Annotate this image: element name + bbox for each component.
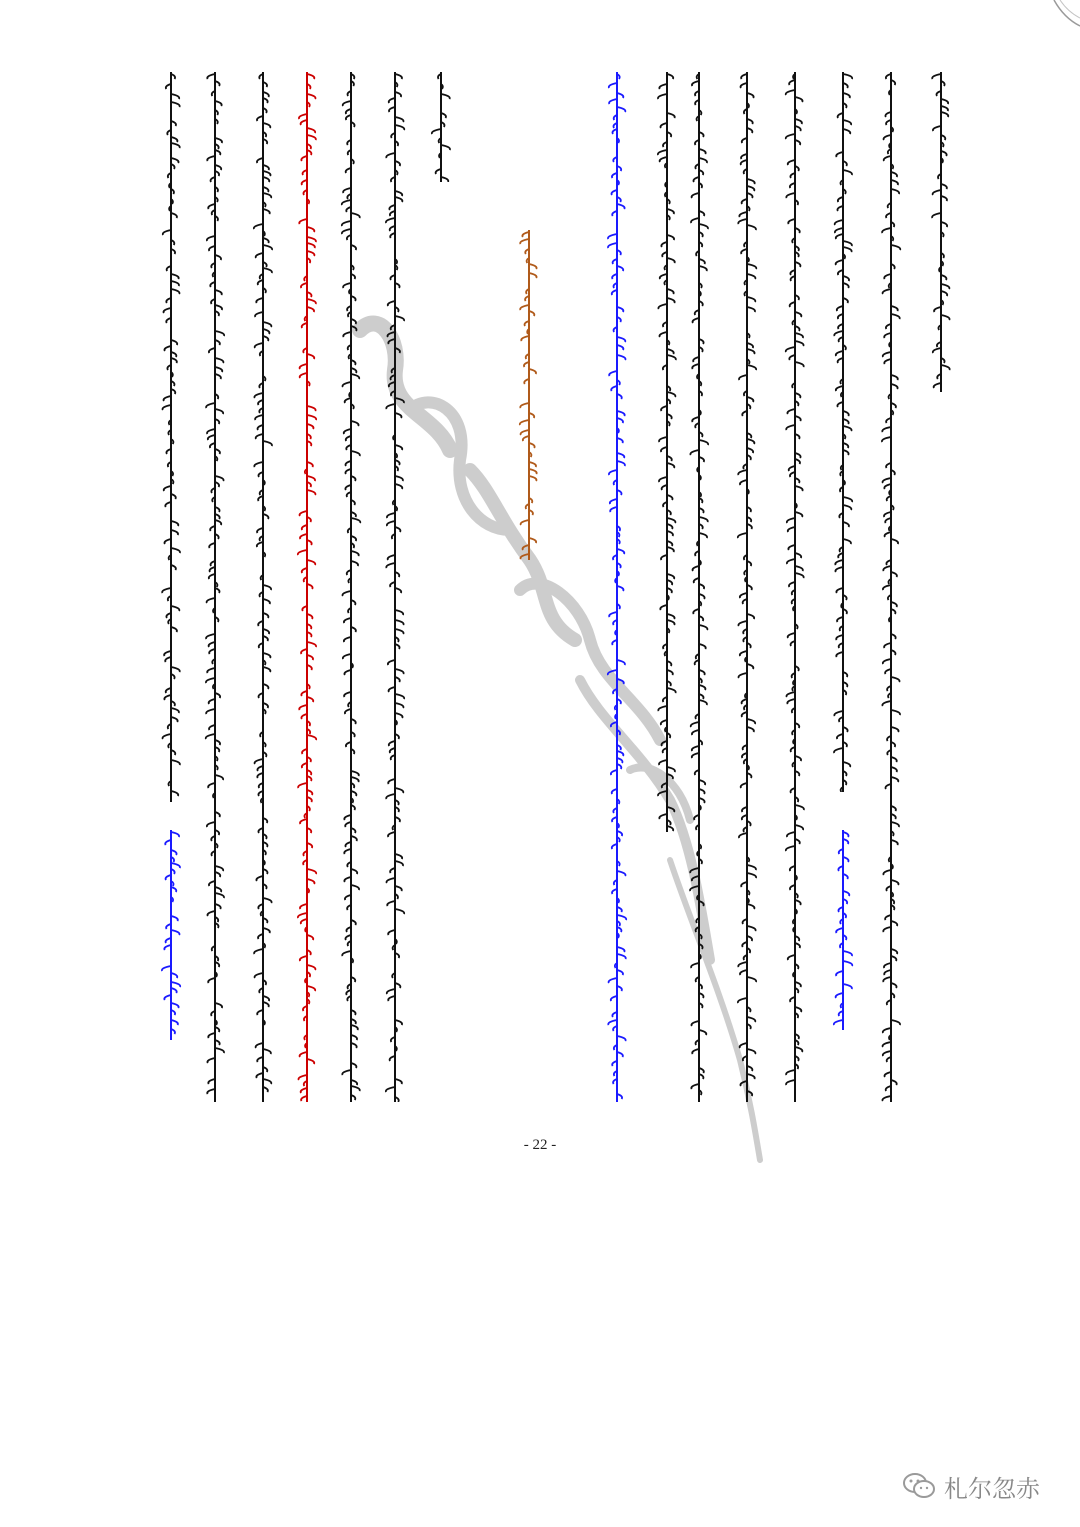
brand-name: 札尔忽赤	[944, 1474, 1040, 1503]
column-text	[296, 1102, 297, 1103]
column-text	[160, 1040, 161, 1041]
mongolian-text-column	[930, 72, 952, 392]
mongolian-text-column	[880, 72, 902, 1102]
mongolian-text-column	[340, 72, 362, 1102]
column-text	[204, 1102, 205, 1103]
page-corner-fold	[1040, 0, 1080, 40]
mongolian-text-column	[606, 72, 628, 1102]
mongolian-text-column	[160, 72, 182, 802]
column-text	[160, 802, 161, 803]
mongolian-text-column	[656, 72, 678, 832]
page-number: - 22 -	[523, 1137, 557, 1153]
mongolian-text-column	[832, 830, 854, 1030]
mongolian-text-column	[160, 830, 182, 1040]
mongolian-text-column	[252, 72, 274, 1102]
mongolian-text-column	[384, 72, 406, 1102]
watermark-signature	[340, 300, 840, 1200]
wechat-brand-watermark	[902, 1466, 1040, 1506]
mongolian-text-column	[832, 72, 854, 792]
column-text	[930, 392, 931, 393]
mongolian-text-column	[204, 72, 226, 1102]
mongolian-text-column	[518, 230, 540, 560]
mongolian-text-column	[784, 72, 806, 1102]
mongolian-text-column	[296, 72, 318, 1102]
wechat-icon	[902, 1471, 936, 1501]
column-text	[880, 1102, 881, 1103]
column-text	[252, 1102, 253, 1103]
mongolian-text-column	[688, 72, 710, 1102]
column-text	[430, 182, 431, 183]
mongolian-text-column	[736, 72, 758, 1102]
mongolian-text-column	[430, 72, 452, 182]
